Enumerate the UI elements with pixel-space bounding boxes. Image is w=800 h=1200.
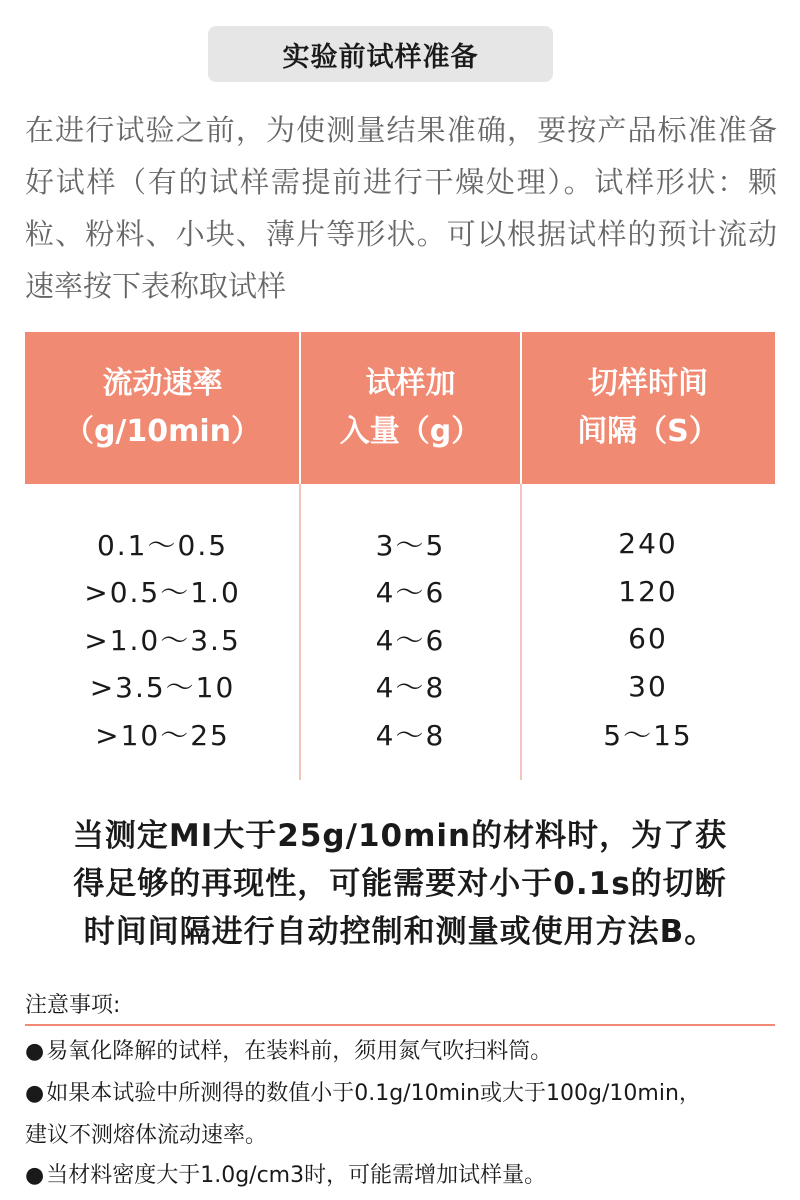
table-cell: 240 (618, 527, 678, 561)
header-flow-rate-line2: （g/10min） (63, 414, 262, 449)
column-cut-interval (521, 520, 775, 758)
bullet-icon: ● (25, 1039, 45, 1064)
table-body (25, 520, 775, 758)
header-sample-amount (300, 332, 521, 484)
table-cell: 3～5 (375, 528, 446, 562)
header-cut-interval-line2: 间隔（S） (577, 414, 719, 449)
note-text: 如果本试验中所测得的数值小于0.1g/10min或大于100g/10min， (46, 1081, 701, 1106)
table-cell: 4～6 (375, 623, 446, 657)
header-cut-interval-line1: 切样时间 (588, 366, 708, 401)
table-cell: >10～25 (95, 718, 230, 752)
sample-table (25, 332, 775, 780)
table-cell: 30 (628, 669, 668, 703)
column-sample-amount (300, 520, 521, 758)
table-cell: 4～8 (375, 671, 446, 705)
table-cell: >0.5～1.0 (84, 576, 241, 610)
table-cell: 60 (628, 622, 668, 656)
note-item (25, 1158, 546, 1189)
intro-paragraph: 在进行试验之前，为使测量结果准确，要按产品标准准备好试样（有的试样需提前进行干燥处理）。试样形状：颗粒、粉料、小块、薄片等形状。可以根据试样的预计流动速率按下表称取试样 (25, 113, 777, 303)
notes-heading: 注意事项: (25, 993, 121, 1018)
column-flow-rate (25, 520, 300, 758)
header-divider (299, 332, 301, 484)
section-title: 实验前试样准备 (208, 26, 553, 82)
table-cell: 4～6 (375, 576, 446, 610)
header-flow-rate (25, 332, 300, 484)
method-b-note: 当测定MI大于25g/10min的材料时，为了获得足够的再现性，可能需要对小于0.1s的切断时间间隔进行自动控制和测量或使用方法B。 (72, 818, 728, 950)
header-flow-rate-line1: 流动速率 (102, 366, 223, 401)
note-text: 建议不测熔体流动速率。 (25, 1123, 268, 1148)
header-cut-interval (521, 332, 775, 484)
note-item-continuation (25, 1118, 267, 1149)
table-cell: >1.0～3.5 (84, 623, 241, 657)
notes-divider (25, 1024, 775, 1026)
header-sample-amount-line2: 入量（g） (339, 414, 482, 449)
bullet-icon: ● (25, 1163, 45, 1188)
bullet-icon: ● (25, 1081, 45, 1106)
note-text: 易氧化降解的试样，在装料前，须用氮气吹扫料筒。 (46, 1039, 553, 1064)
header-sample-amount-line1: 试样加 (365, 366, 456, 401)
header-divider (520, 332, 522, 484)
note-text: 当材料密度大于1.0g/cm3时，可能需增加试样量。 (46, 1163, 547, 1188)
table-cell: 120 (618, 574, 678, 608)
table-header (25, 332, 775, 484)
note-item (25, 1034, 552, 1065)
note-item (25, 1076, 701, 1107)
table-cell: >3.5～10 (89, 671, 236, 705)
table-cell: 5～15 (603, 718, 693, 752)
table-cell: 0.1～0.5 (96, 528, 229, 562)
table-cell: 4～8 (375, 718, 446, 752)
